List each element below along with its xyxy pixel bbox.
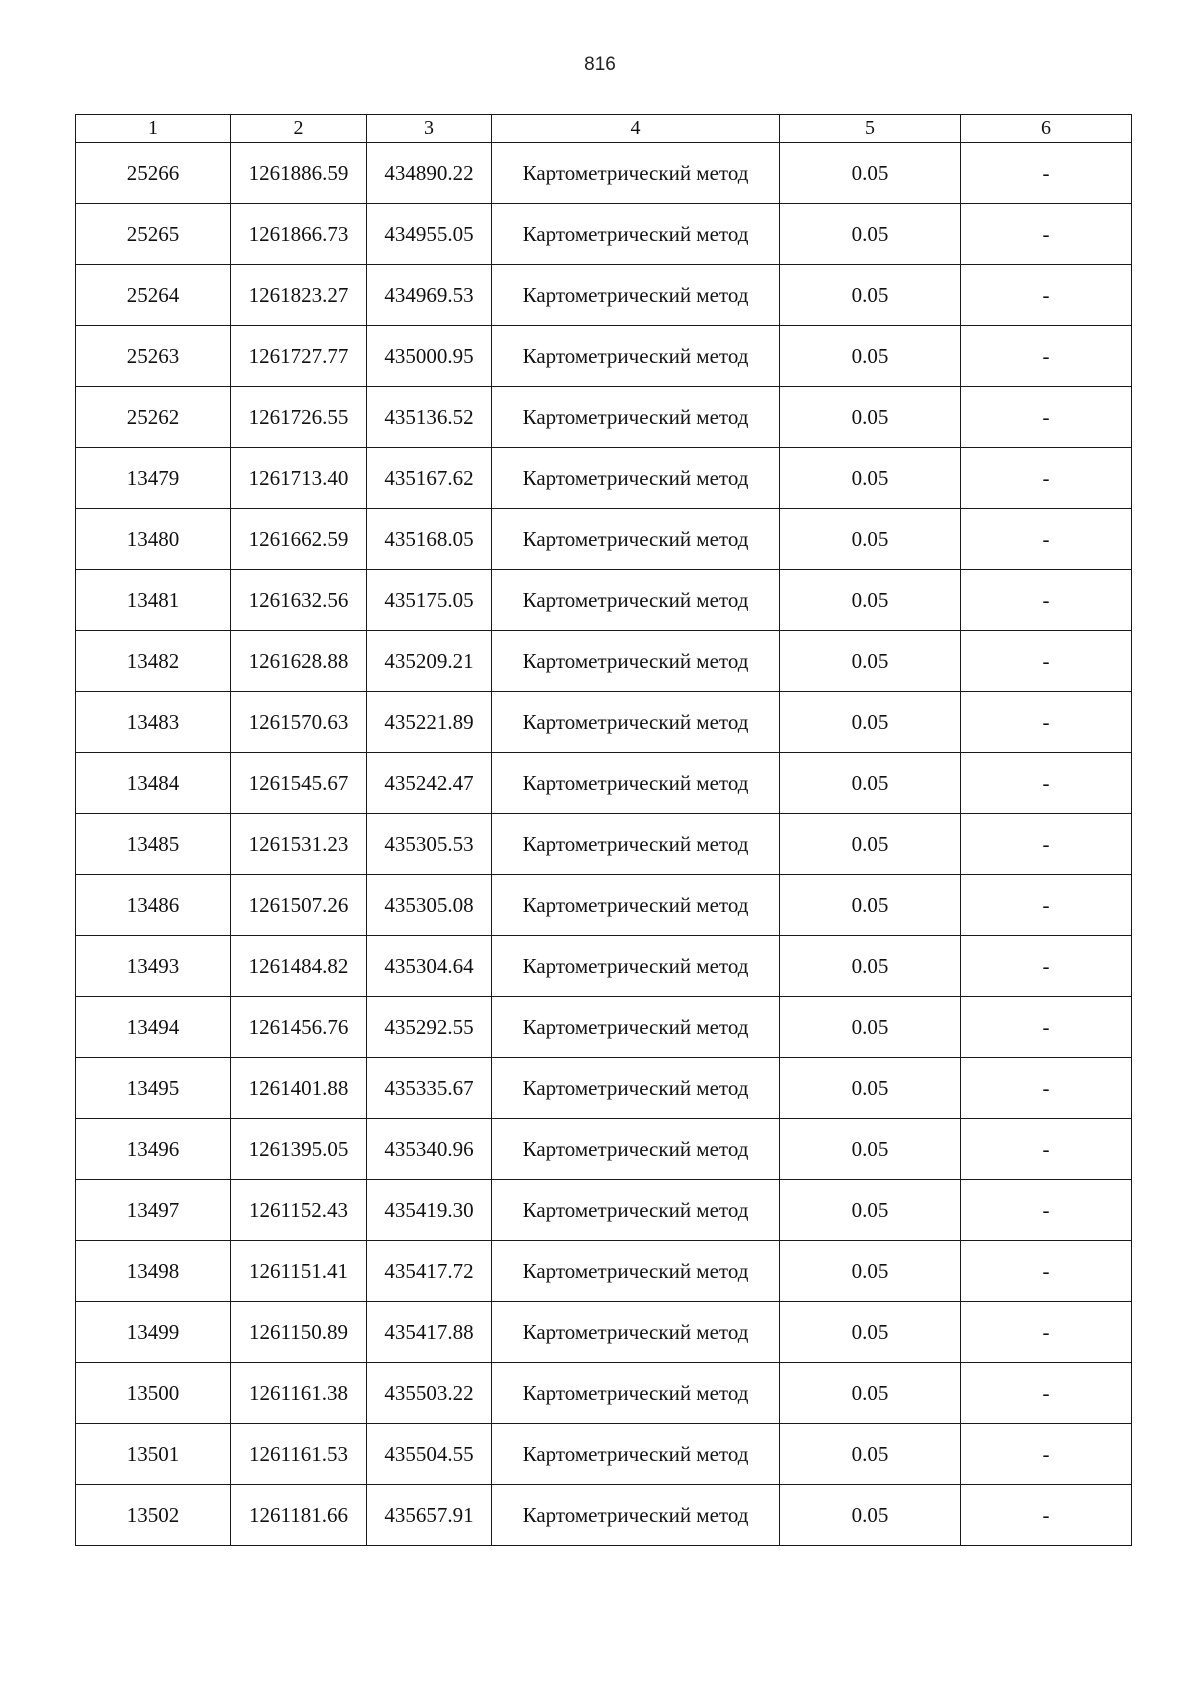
accuracy-cell: 0.05 bbox=[780, 1424, 961, 1485]
y-coordinate-cell: 435175.05 bbox=[367, 570, 492, 631]
column-header-6: 6 bbox=[961, 115, 1132, 143]
accuracy-cell: 0.05 bbox=[780, 387, 961, 448]
note-cell: - bbox=[961, 1363, 1132, 1424]
note-cell: - bbox=[961, 692, 1132, 753]
point-number-cell: 25262 bbox=[76, 387, 231, 448]
method-cell: Картометрический метод bbox=[492, 448, 780, 509]
point-number-cell: 13501 bbox=[76, 1424, 231, 1485]
y-coordinate-cell: 435305.53 bbox=[367, 814, 492, 875]
x-coordinate-cell: 1261151.41 bbox=[231, 1241, 367, 1302]
page-number: 816 bbox=[584, 54, 616, 75]
accuracy-cell: 0.05 bbox=[780, 143, 961, 204]
method-cell: Картометрический метод bbox=[492, 753, 780, 814]
method-cell: Картометрический метод bbox=[492, 1241, 780, 1302]
note-cell: - bbox=[961, 326, 1132, 387]
table-row bbox=[76, 1302, 1132, 1363]
accuracy-cell: 0.05 bbox=[780, 936, 961, 997]
x-coordinate-cell: 1261545.67 bbox=[231, 753, 367, 814]
column-header-3: 3 bbox=[367, 115, 492, 143]
point-number-cell: 13482 bbox=[76, 631, 231, 692]
note-cell: - bbox=[961, 997, 1132, 1058]
note-cell: - bbox=[961, 509, 1132, 570]
table-row bbox=[76, 936, 1132, 997]
y-coordinate-cell: 435221.89 bbox=[367, 692, 492, 753]
x-coordinate-cell: 1261727.77 bbox=[231, 326, 367, 387]
table-row bbox=[76, 1424, 1132, 1485]
table-row bbox=[76, 143, 1132, 204]
method-cell: Картометрический метод bbox=[492, 875, 780, 936]
note-cell: - bbox=[961, 1180, 1132, 1241]
note-cell: - bbox=[961, 936, 1132, 997]
x-coordinate-cell: 1261628.88 bbox=[231, 631, 367, 692]
table-row bbox=[76, 631, 1132, 692]
x-coordinate-cell: 1261823.27 bbox=[231, 265, 367, 326]
method-cell: Картометрический метод bbox=[492, 631, 780, 692]
y-coordinate-cell: 435209.21 bbox=[367, 631, 492, 692]
x-coordinate-cell: 1261632.56 bbox=[231, 570, 367, 631]
x-coordinate-cell: 1261161.53 bbox=[231, 1424, 367, 1485]
x-coordinate-cell: 1261181.66 bbox=[231, 1485, 367, 1546]
x-coordinate-cell: 1261507.26 bbox=[231, 875, 367, 936]
y-coordinate-cell: 434969.53 bbox=[367, 265, 492, 326]
method-cell: Картометрический метод bbox=[492, 1485, 780, 1546]
accuracy-cell: 0.05 bbox=[780, 631, 961, 692]
table-row bbox=[76, 509, 1132, 570]
point-number-cell: 13496 bbox=[76, 1119, 231, 1180]
y-coordinate-cell: 435419.30 bbox=[367, 1180, 492, 1241]
note-cell: - bbox=[961, 448, 1132, 509]
table-row bbox=[76, 1119, 1132, 1180]
x-coordinate-cell: 1261401.88 bbox=[231, 1058, 367, 1119]
note-cell: - bbox=[961, 1241, 1132, 1302]
point-number-cell: 13486 bbox=[76, 875, 231, 936]
x-coordinate-cell: 1261152.43 bbox=[231, 1180, 367, 1241]
y-coordinate-cell: 435657.91 bbox=[367, 1485, 492, 1546]
column-header-5: 5 bbox=[780, 115, 961, 143]
point-number-cell: 25265 bbox=[76, 204, 231, 265]
y-coordinate-cell: 435000.95 bbox=[367, 326, 492, 387]
point-number-cell: 13480 bbox=[76, 509, 231, 570]
method-cell: Картометрический метод bbox=[492, 326, 780, 387]
method-cell: Картометрический метод bbox=[492, 570, 780, 631]
x-coordinate-cell: 1261570.63 bbox=[231, 692, 367, 753]
table-row bbox=[76, 265, 1132, 326]
y-coordinate-cell: 435504.55 bbox=[367, 1424, 492, 1485]
accuracy-cell: 0.05 bbox=[780, 1058, 961, 1119]
note-cell: - bbox=[961, 631, 1132, 692]
accuracy-cell: 0.05 bbox=[780, 448, 961, 509]
table-row bbox=[76, 204, 1132, 265]
method-cell: Картометрический метод bbox=[492, 1363, 780, 1424]
table-header-row bbox=[76, 115, 1132, 143]
point-number-cell: 13485 bbox=[76, 814, 231, 875]
accuracy-cell: 0.05 bbox=[780, 1241, 961, 1302]
method-cell: Картометрический метод bbox=[492, 692, 780, 753]
point-number-cell: 13484 bbox=[76, 753, 231, 814]
method-cell: Картометрический метод bbox=[492, 1302, 780, 1363]
x-coordinate-cell: 1261531.23 bbox=[231, 814, 367, 875]
note-cell: - bbox=[961, 143, 1132, 204]
point-number-cell: 13499 bbox=[76, 1302, 231, 1363]
table-row bbox=[76, 387, 1132, 448]
table-row bbox=[76, 448, 1132, 509]
accuracy-cell: 0.05 bbox=[780, 1119, 961, 1180]
y-coordinate-cell: 434890.22 bbox=[367, 143, 492, 204]
method-cell: Картометрический метод bbox=[492, 143, 780, 204]
accuracy-cell: 0.05 bbox=[780, 326, 961, 387]
column-header-4: 4 bbox=[492, 115, 780, 143]
method-cell: Картометрический метод bbox=[492, 1424, 780, 1485]
accuracy-cell: 0.05 bbox=[780, 204, 961, 265]
method-cell: Картометрический метод bbox=[492, 1180, 780, 1241]
accuracy-cell: 0.05 bbox=[780, 570, 961, 631]
accuracy-cell: 0.05 bbox=[780, 692, 961, 753]
point-number-cell: 13497 bbox=[76, 1180, 231, 1241]
y-coordinate-cell: 435292.55 bbox=[367, 997, 492, 1058]
column-header-1: 1 bbox=[76, 115, 231, 143]
accuracy-cell: 0.05 bbox=[780, 753, 961, 814]
x-coordinate-cell: 1261713.40 bbox=[231, 448, 367, 509]
table-row bbox=[76, 753, 1132, 814]
accuracy-cell: 0.05 bbox=[780, 875, 961, 936]
method-cell: Картометрический метод bbox=[492, 204, 780, 265]
x-coordinate-cell: 1261484.82 bbox=[231, 936, 367, 997]
point-number-cell: 13500 bbox=[76, 1363, 231, 1424]
y-coordinate-cell: 435417.72 bbox=[367, 1241, 492, 1302]
note-cell: - bbox=[961, 753, 1132, 814]
note-cell: - bbox=[961, 570, 1132, 631]
y-coordinate-cell: 435305.08 bbox=[367, 875, 492, 936]
point-number-cell: 13483 bbox=[76, 692, 231, 753]
coordinates-table bbox=[75, 114, 1132, 1546]
accuracy-cell: 0.05 bbox=[780, 1302, 961, 1363]
table-row bbox=[76, 997, 1132, 1058]
method-cell: Картометрический метод bbox=[492, 387, 780, 448]
table-row bbox=[76, 1058, 1132, 1119]
point-number-cell: 13493 bbox=[76, 936, 231, 997]
accuracy-cell: 0.05 bbox=[780, 509, 961, 570]
table-body bbox=[76, 143, 1132, 1546]
y-coordinate-cell: 435503.22 bbox=[367, 1363, 492, 1424]
note-cell: - bbox=[961, 265, 1132, 326]
accuracy-cell: 0.05 bbox=[780, 1485, 961, 1546]
accuracy-cell: 0.05 bbox=[780, 265, 961, 326]
point-number-cell: 25266 bbox=[76, 143, 231, 204]
note-cell: - bbox=[961, 814, 1132, 875]
point-number-cell: 13481 bbox=[76, 570, 231, 631]
x-coordinate-cell: 1261150.89 bbox=[231, 1302, 367, 1363]
y-coordinate-cell: 435167.62 bbox=[367, 448, 492, 509]
x-coordinate-cell: 1261662.59 bbox=[231, 509, 367, 570]
point-number-cell: 13502 bbox=[76, 1485, 231, 1546]
note-cell: - bbox=[961, 204, 1132, 265]
method-cell: Картометрический метод bbox=[492, 265, 780, 326]
table-row bbox=[76, 814, 1132, 875]
note-cell: - bbox=[961, 1058, 1132, 1119]
table-row bbox=[76, 326, 1132, 387]
column-header-2: 2 bbox=[231, 115, 367, 143]
method-cell: Картометрический метод bbox=[492, 936, 780, 997]
table-row bbox=[76, 570, 1132, 631]
table-row bbox=[76, 875, 1132, 936]
table-row bbox=[76, 1363, 1132, 1424]
table-row bbox=[76, 1180, 1132, 1241]
x-coordinate-cell: 1261456.76 bbox=[231, 997, 367, 1058]
note-cell: - bbox=[961, 1302, 1132, 1363]
x-coordinate-cell: 1261395.05 bbox=[231, 1119, 367, 1180]
point-number-cell: 13495 bbox=[76, 1058, 231, 1119]
table-row bbox=[76, 1241, 1132, 1302]
method-cell: Картометрический метод bbox=[492, 1058, 780, 1119]
method-cell: Картометрический метод bbox=[492, 1119, 780, 1180]
y-coordinate-cell: 435340.96 bbox=[367, 1119, 492, 1180]
x-coordinate-cell: 1261866.73 bbox=[231, 204, 367, 265]
note-cell: - bbox=[961, 1424, 1132, 1485]
accuracy-cell: 0.05 bbox=[780, 1180, 961, 1241]
note-cell: - bbox=[961, 387, 1132, 448]
y-coordinate-cell: 435417.88 bbox=[367, 1302, 492, 1363]
accuracy-cell: 0.05 bbox=[780, 997, 961, 1058]
note-cell: - bbox=[961, 1485, 1132, 1546]
method-cell: Картометрический метод bbox=[492, 814, 780, 875]
method-cell: Картометрический метод bbox=[492, 997, 780, 1058]
y-coordinate-cell: 435136.52 bbox=[367, 387, 492, 448]
table-row bbox=[76, 692, 1132, 753]
point-number-cell: 25263 bbox=[76, 326, 231, 387]
point-number-cell: 13494 bbox=[76, 997, 231, 1058]
y-coordinate-cell: 435335.67 bbox=[367, 1058, 492, 1119]
y-coordinate-cell: 435304.64 bbox=[367, 936, 492, 997]
point-number-cell: 25264 bbox=[76, 265, 231, 326]
point-number-cell: 13479 bbox=[76, 448, 231, 509]
y-coordinate-cell: 435242.47 bbox=[367, 753, 492, 814]
method-cell: Картометрический метод bbox=[492, 509, 780, 570]
accuracy-cell: 0.05 bbox=[780, 814, 961, 875]
y-coordinate-cell: 435168.05 bbox=[367, 509, 492, 570]
note-cell: - bbox=[961, 875, 1132, 936]
y-coordinate-cell: 434955.05 bbox=[367, 204, 492, 265]
accuracy-cell: 0.05 bbox=[780, 1363, 961, 1424]
x-coordinate-cell: 1261726.55 bbox=[231, 387, 367, 448]
point-number-cell: 13498 bbox=[76, 1241, 231, 1302]
table-row bbox=[76, 1485, 1132, 1546]
x-coordinate-cell: 1261161.38 bbox=[231, 1363, 367, 1424]
note-cell: - bbox=[961, 1119, 1132, 1180]
x-coordinate-cell: 1261886.59 bbox=[231, 143, 367, 204]
